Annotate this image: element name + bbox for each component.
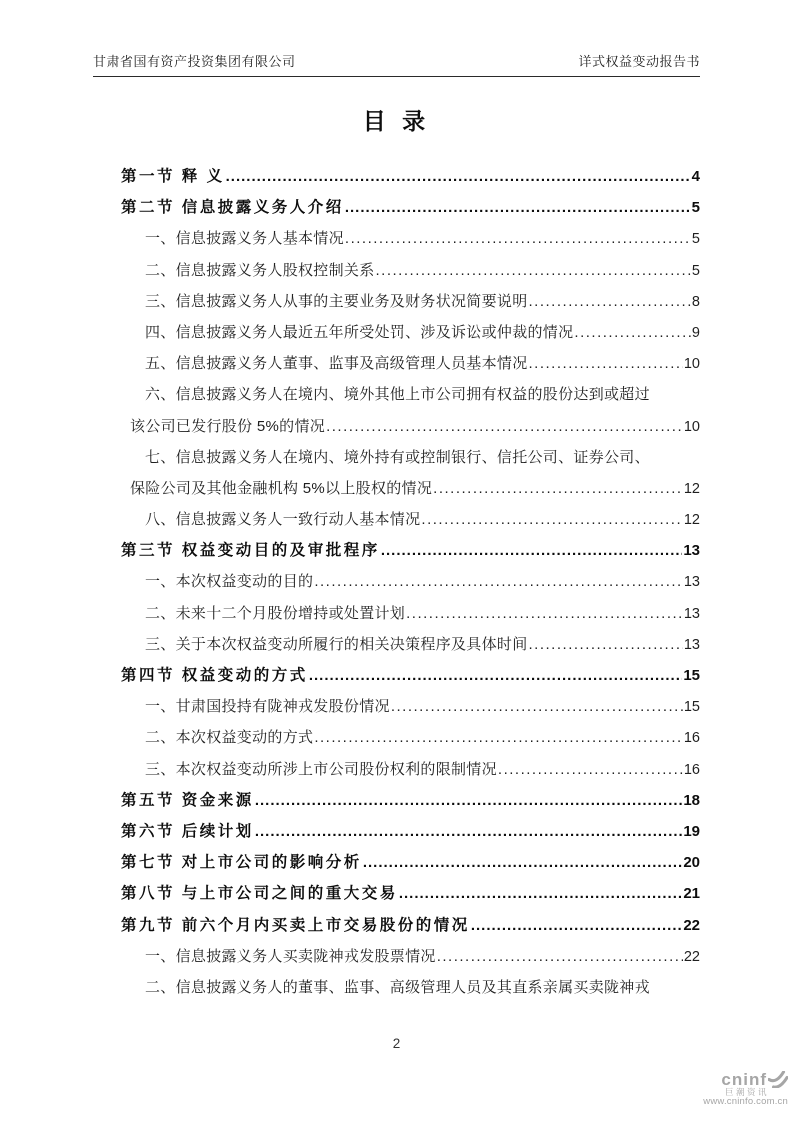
toc-entry[interactable] [93,598,700,629]
toc-entry-text: 该公司已发行股份 5%的情况 [130,417,326,435]
toc-entry-text: 二、未来十二个月股份增持或处置计划 [145,604,406,622]
toc-line [93,317,700,348]
toc-entry-text: 八、信息披露义务人一致行动人基本情况 [145,511,421,529]
toc-entry[interactable] [93,629,700,660]
toc-entry-text: 一、信息披露义务人买卖陇神戎发股票情况 [145,947,436,965]
dot-leader [437,941,683,972]
toc-line [93,629,700,660]
toc-entry-text: 五、信息披露义务人董事、监事及高级管理人员基本情况 [145,355,528,373]
cninfo-url: www.cninfo.com.cn [703,1096,788,1108]
toc-entry[interactable] [93,379,700,441]
toc-line [93,754,700,785]
dot-leader [391,691,683,722]
toc-page-number: 22 [683,916,700,934]
toc-line [93,535,700,566]
toc-entry-text: 一、本次权益变动的目的 [145,573,314,591]
toc-page-number: 12 [683,480,700,497]
toc-entry-text: 保险公司及其他金融机构 5%以上股权的情况 [130,479,433,497]
toc-line [93,847,700,878]
dot-leader [376,255,691,286]
toc-entry[interactable] [93,910,700,941]
dot-leader [421,504,682,535]
toc-entry-text: 第六节 后续计划 [121,822,254,840]
toc-entry-text: 第七节 对上市公司的影响分析 [121,854,362,872]
toc-page-number: 21 [683,885,700,903]
toc-entry[interactable] [93,691,700,722]
toc-page-number: 10 [683,418,700,435]
toc-entry[interactable] [93,566,700,597]
toc-entry[interactable] [93,286,700,317]
toc-entry[interactable] [93,504,700,535]
toc-entry-text: 一、甘肃国投持有陇神戎发股份情况 [145,698,390,716]
toc-line [93,816,700,847]
toc-page-number: 13 [683,574,700,591]
cninfo-chinese-name: 巨潮资讯 [724,1086,769,1097]
dot-leader [529,286,691,317]
toc-entry[interactable] [93,847,700,878]
toc-entry-text: 二、本次权益变动的方式 [145,729,314,747]
toc-page-number: 8 [691,293,700,310]
toc-page-number: 18 [683,791,700,809]
toc-line [93,348,700,379]
toc-entry-text: 三、关于本次权益变动所履行的相关决策程序及具体时间 [145,635,528,653]
toc-entry[interactable] [93,660,700,691]
dot-leader [498,754,683,785]
toc-line [93,411,700,442]
toc-line [93,286,700,317]
dot-leader [255,816,683,847]
toc-line [93,722,700,753]
toc-page-number: 10 [683,356,700,373]
toc-entry[interactable] [93,223,700,254]
toc-entry[interactable] [93,255,700,286]
toc-entry-text: 三、信息披露义务人从事的主要业务及财务状况简要说明 [145,292,528,310]
toc-page-number: 16 [683,730,700,747]
toc-page-number: 16 [683,761,700,778]
toc-entry[interactable] [93,348,700,379]
toc-line [93,878,700,909]
toc-line [93,192,700,223]
toc-page-number: 13 [683,636,700,653]
dot-leader [345,192,691,223]
toc-line [93,223,700,254]
toc-entry[interactable] [93,754,700,785]
dot-leader [309,660,683,691]
cninfo-logo-text: cninf [721,1070,767,1089]
dot-leader [471,910,683,941]
toc-line [93,691,700,722]
toc-page-number: 13 [683,542,700,560]
toc-line [93,255,700,286]
page-title: 目 录 [362,108,431,134]
toc-entry[interactable] [93,317,700,348]
toc-entry-text: 四、信息披露义务人最近五年所受处罚、涉及诉讼或仲裁的情况 [145,323,574,341]
toc-page-number: 15 [683,667,700,684]
toc-entry[interactable] [93,442,700,504]
toc-line [93,566,700,597]
toc-page-number: 19 [683,822,700,840]
page-header [93,51,700,77]
toc-page-number: 5 [691,231,700,248]
toc-entry-text: 第五节 资金来源 [121,791,254,809]
toc-entry[interactable] [93,161,700,192]
dot-leader [529,629,683,660]
header-left-text: 甘肃省国有资产投资集团有限公司 [93,54,296,69]
dot-leader [399,878,683,909]
toc-line [93,660,700,691]
footer-page-number: 2 [392,1036,401,1051]
toc-page-number: 22 [683,948,700,965]
toc-page-number: 15 [683,699,700,716]
toc-entry-text: 三、本次权益变动所涉上市公司股份权利的限制情况 [145,760,497,778]
toc-entry[interactable] [93,192,700,223]
toc-page-number: 12 [683,512,700,529]
toc-page-number: 20 [683,854,700,872]
toc-line [93,504,700,535]
toc-page-number: 13 [683,605,700,622]
table-of-contents [93,161,700,1003]
dot-leader [433,473,683,504]
header-right-text: 详式权益变动报告书 [578,54,700,69]
toc-line [93,442,700,473]
toc-entry[interactable] [93,941,700,972]
toc-entry[interactable] [93,535,700,566]
dot-leader [226,161,691,192]
toc-entry-text: 二、信息披露义务人股权控制关系 [145,261,375,279]
dot-leader [255,785,683,816]
toc-page-number: 9 [691,324,700,341]
toc-entry-text: 第二节 信息披露义务人介绍 [121,199,344,217]
toc-line [93,161,700,192]
toc-entry-text: 第一节 释 义 [121,168,225,185]
dot-leader [574,317,691,348]
toc-entry-text: 第三节 权益变动目的及审批程序 [121,542,380,560]
toc-entry[interactable] [93,972,700,1003]
toc-entry-text: 一、信息披露义务人基本情况 [145,230,344,248]
dot-leader [363,847,683,878]
toc-entry[interactable] [93,722,700,753]
toc-page-number: 5 [691,199,700,217]
toc-line [93,785,700,816]
dot-leader [314,722,683,753]
toc-line [93,910,700,941]
toc-entry-text: 六、信息披露义务人在境内、境外其他上市公司拥有权益的股份达到或超过 [145,386,650,404]
toc-line [93,598,700,629]
cninfo-swirl-icon [768,1071,788,1088]
toc-page-number: 5 [691,262,700,279]
toc-page-number: 4 [691,168,700,185]
toc-line [93,941,700,972]
dot-leader [345,223,691,254]
toc-entry[interactable] [93,878,700,909]
dot-leader [314,566,683,597]
toc-entry[interactable] [93,816,700,847]
toc-line [93,473,700,504]
toc-entry-text: 二、信息披露义务人的董事、监事、高级管理人员及其直系亲属买卖陇神戎 [145,978,650,996]
dot-leader [529,348,683,379]
dot-leader [381,535,683,566]
cninfo-watermark [618,1070,788,1108]
toc-entry-text: 七、信息披露义务人在境内、境外持有或控制银行、信托公司、证券公司、 [145,448,650,466]
toc-line [93,379,700,410]
toc-entry-text: 第四节 权益变动的方式 [121,667,308,684]
dot-leader [406,598,683,629]
toc-entry[interactable] [93,785,700,816]
dot-leader [326,411,683,442]
toc-entry-text: 第九节 前六个月内买卖上市交易股份的情况 [121,916,470,934]
toc-line [93,972,700,1003]
toc-entry-text: 第八节 与上市公司之间的重大交易 [121,885,398,903]
